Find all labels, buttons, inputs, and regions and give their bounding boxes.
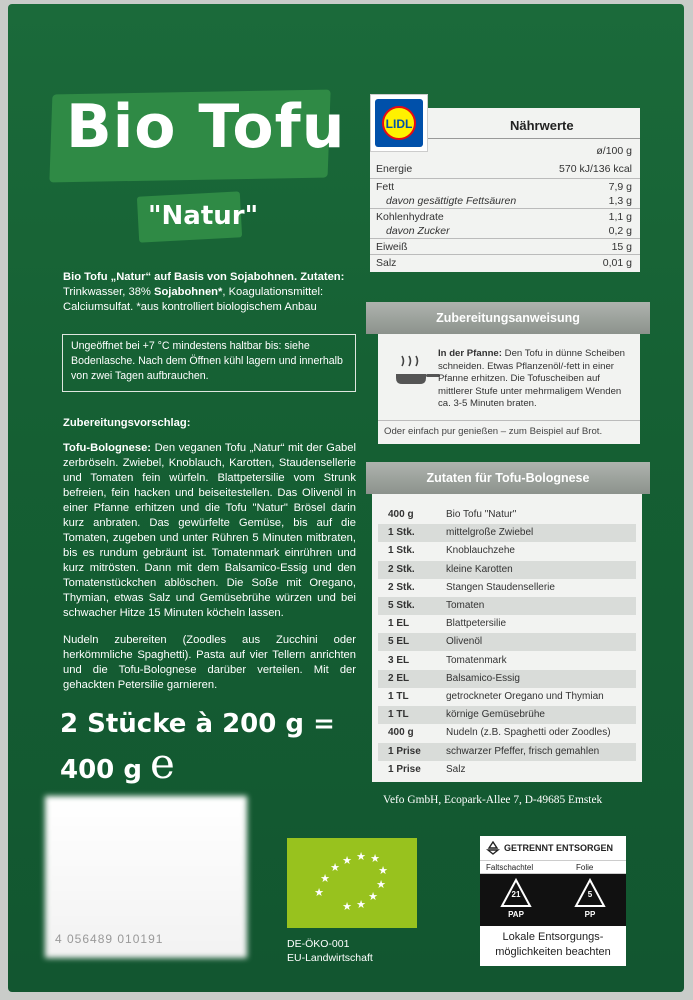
ingredient-name: mittelgroße Zwiebel <box>446 527 534 539</box>
ingredient-row <box>378 597 636 615</box>
nutrition-label: Kohlenhydrate <box>376 211 444 223</box>
recycling-right-label: Folie <box>576 863 594 872</box>
ingredient-name: Bio Tofu "Natur" <box>446 509 517 520</box>
pp-code: 5 <box>587 890 593 899</box>
nutrition-row <box>370 256 640 271</box>
ingredient-row <box>378 652 636 670</box>
ingredient-quantity: 400 g <box>388 509 414 520</box>
ingredients-body-2: , Koagulationsmittel: Calciumsulfat. *aus kontrolliert biologischem Anbau <box>63 286 324 313</box>
recycling-labels <box>480 860 626 874</box>
eu-star-icon: ★ <box>356 899 366 911</box>
nutrition-per: ø/100 g <box>596 145 632 157</box>
preparation-panel <box>378 324 640 444</box>
eco-origin: EU-Landwirtschaft <box>287 952 373 964</box>
ingredient-name: Knoblauchzehe <box>446 545 515 557</box>
ingredient-quantity: 2 EL <box>388 672 410 684</box>
ingredient-quantity: 400 g <box>388 727 414 739</box>
recycling-codes <box>480 874 626 926</box>
ingredient-row <box>378 724 636 742</box>
ingredients-soy: Sojabohnen* <box>153 286 223 298</box>
ingredient-row <box>378 670 636 688</box>
package-back <box>8 4 684 992</box>
ingredient-row <box>378 561 636 579</box>
nutrition-label: davon Zucker <box>386 225 450 237</box>
preparation-banner: Zubereitungsanweisung <box>366 302 650 334</box>
ingredient-name: Tomatenmark <box>446 654 507 666</box>
eu-star-icon: ★ <box>342 855 352 867</box>
lidl-logo-field <box>375 99 423 147</box>
nutrition-label: Fett <box>376 181 395 193</box>
nutrition-row <box>370 210 640 225</box>
ingredient-name: Nudeln (z.B. Spaghetti oder Zoodles) <box>446 727 611 739</box>
ingredient-quantity: 1 Stk. <box>388 545 415 557</box>
eu-star-icon: ★ <box>376 879 386 891</box>
ingredient-name: Stangen Staudensellerie <box>446 581 555 593</box>
ingredient-row <box>378 688 636 706</box>
weight-line-2 <box>60 739 335 790</box>
ingredient-quantity: 1 TL <box>388 709 409 721</box>
nutrition-row <box>370 224 640 239</box>
recycling-heading: GETRENNT ENTSORGEN <box>504 843 614 853</box>
ingredient-quantity: 1 Prise <box>388 745 421 757</box>
preparation-text <box>438 348 636 411</box>
weight-info <box>60 704 335 790</box>
nutrition-value: 1,3 g <box>608 195 632 207</box>
eu-star-icon: ★ <box>314 887 324 899</box>
ingredient-row <box>378 706 636 724</box>
ingredients-body-1: Trinkwasser, 38% <box>63 286 154 298</box>
preparation-lead: In der Pfanne: <box>438 348 502 359</box>
ingredient-quantity: 1 TL <box>388 691 409 702</box>
weight-total: 400 g <box>60 755 142 785</box>
ingredient-row <box>378 761 636 779</box>
ingredient-quantity: 5 Stk. <box>388 600 415 611</box>
nutrition-value: 0,2 g <box>608 225 632 237</box>
lidl-logo-text: LIDL <box>385 117 413 131</box>
eu-star-icon: ★ <box>330 862 340 874</box>
ingredient-name: Tomaten <box>446 600 485 611</box>
nutrition-value: 0,01 g <box>602 257 632 269</box>
ingredient-row <box>378 542 636 560</box>
eco-code: DE-ÖKO-001 <box>287 938 350 950</box>
ingredient-row <box>378 579 636 597</box>
bolognese-panel <box>372 480 642 782</box>
pp-material: PP <box>584 910 596 919</box>
nutrition-value: 15 g <box>611 241 632 253</box>
nutrition-label: Eiweiß <box>376 241 408 253</box>
frying-pan-icon <box>392 354 442 390</box>
storage-note: Ungeöffnet bei +7 °C mindestens haltbar bis: siehe Bodenlasche. Nach dem Öffnen kühl lagern und innerhalb von zwei Tagen aufbrauchen. <box>62 334 356 392</box>
ingredient-quantity: 2 Stk. <box>388 581 415 593</box>
preparation-footer: Oder einfach pur genießen – zum Beispiel auf Brot. <box>378 420 640 442</box>
ingredient-name: Balsamico-Essig <box>446 672 520 684</box>
ingredients-lead: Bio Tofu „Natur“ auf Basis von Sojabohnen. Zutaten: <box>63 271 345 283</box>
weight-line-1: 2 Stücke à 200 g = <box>60 709 335 739</box>
pap-code: 21 <box>511 890 521 899</box>
nutrition-label: Salz <box>376 257 397 269</box>
nutrition-row <box>370 162 640 177</box>
eu-organic-leaf-logo <box>287 838 417 928</box>
eu-star-icon: ★ <box>378 865 388 877</box>
barcode-digits: 4 056489 010191 <box>55 932 164 946</box>
ingredient-name: getrockneter Oregano und Thymian <box>446 691 604 702</box>
ingredient-quantity: 3 EL <box>388 654 410 666</box>
pap-material: PAP <box>508 910 524 919</box>
recycling-panel <box>480 836 626 966</box>
ingredient-name: Blattpetersilie <box>446 618 507 630</box>
product-subtitle: "Natur" <box>148 201 259 231</box>
ingredient-quantity: 1 EL <box>388 618 410 630</box>
recipe-text: Den veganen Tofu „Natur“ mit der Gabel zerbröseln. Zwiebel, Knoblauch, Karotten, Staudensellerie und Tomaten fein würfeln. Blattpetersilie vom Strunk befreien, fein hacken und beiseitestellen. Das Olivenöl in einer Pfanne erhitzen und die Tofu "Natur" Brösel darin kurz anbraten. Das gewürfelte Gemüse, bis auf die Tomaten, zugeben und unter Rühren 5 Minuten mitbraten, bis es rundum gebräunt ist. Tomatenmark einrühren und kurz mitrösten. Dann mit dem Balsamico-Essig und den Tomatenstückchen ablöschen. Die Soße mit Oregano, Thymian, etwas Salz und Gemüsebrühe würzen und bei schwacher Hitze 15 Minuten köcheln lassen. <box>63 442 356 619</box>
ingredient-row <box>378 524 636 542</box>
ingredient-quantity: 1 Stk. <box>388 527 415 539</box>
recipe-paragraph-2: Nudeln zubereiten (Zoodles aus Zucchini oder herkömmliche Spaghetti). Pasta auf vier Tellern anrichten und die Tofu-Bolognese darüber verteilen. Mit der gehackten Petersilie garnieren. <box>63 634 356 691</box>
lidl-logo <box>370 94 428 152</box>
eu-star-icon: ★ <box>368 891 378 903</box>
eco-control <box>287 937 373 965</box>
recipe-section <box>63 416 356 693</box>
ingredient-quantity: 1 Prise <box>388 763 421 775</box>
ingredient-quantity: 5 EL <box>388 636 410 648</box>
nutrition-heading: Nährwerte <box>510 118 574 133</box>
eu-star-icon: ★ <box>356 851 366 863</box>
nutrition-label: davon gesättigte Fettsäuren <box>386 195 517 207</box>
ingredient-name: körnige Gemüsebrühe <box>446 709 545 721</box>
recycling-footer: Lokale Entsorgungs-möglichkeiten beachten <box>495 931 611 958</box>
preparation-body: Den Tofu in dünne Scheiben schneiden. Etwas Pflanzenöl/-fett in einer Pfanne erhitzen. Die Tofuscheiben auf mittlerer Stufe unter mehrmaligem Wenden ca. 3-5 Minuten braten. <box>438 348 626 409</box>
ingredient-quantity: 2 Stk. <box>388 563 415 575</box>
nutrition-row <box>370 194 640 209</box>
nutrition-value: 570 kJ/136 kcal <box>559 163 632 175</box>
recipe-heading: Zubereitungsvorschlag: <box>63 417 191 429</box>
estimate-mark: e <box>149 739 175 788</box>
eu-star-icon: ★ <box>370 853 380 865</box>
ingredient-name: schwarzer Pfeffer, frisch gemahlen <box>446 745 600 757</box>
ingredient-name: kleine Karotten <box>446 563 513 575</box>
nutrition-value: 7,9 g <box>608 181 632 193</box>
nutrition-value: 1,1 g <box>608 211 632 223</box>
ingredient-row <box>378 633 636 651</box>
recipe-name: Tofu-Bolognese: <box>63 442 152 454</box>
nutrition-row <box>370 180 640 195</box>
ingredient-row <box>378 743 636 761</box>
ingredients-text <box>63 270 356 315</box>
eu-star-icon: ★ <box>320 873 330 885</box>
eu-star-icon: ★ <box>342 901 352 913</box>
product-title: Bio Tofu <box>66 92 346 162</box>
ingredient-name: Olivenöl <box>446 636 483 648</box>
ingredient-row <box>378 506 636 524</box>
recipe-paragraph-1 <box>63 441 356 621</box>
recycling-left-label: Faltschachtel <box>486 863 534 872</box>
ingredient-name: Salz <box>446 763 466 775</box>
nutrition-label: Energie <box>376 163 413 175</box>
producer-address: Vefo GmbH, Ecopark-Allee 7, D-49685 Emstek <box>383 794 603 806</box>
ingredient-row <box>378 615 636 633</box>
nutrition-row <box>370 240 640 255</box>
bolognese-banner: Zutaten für Tofu-Bolognese <box>366 462 650 494</box>
